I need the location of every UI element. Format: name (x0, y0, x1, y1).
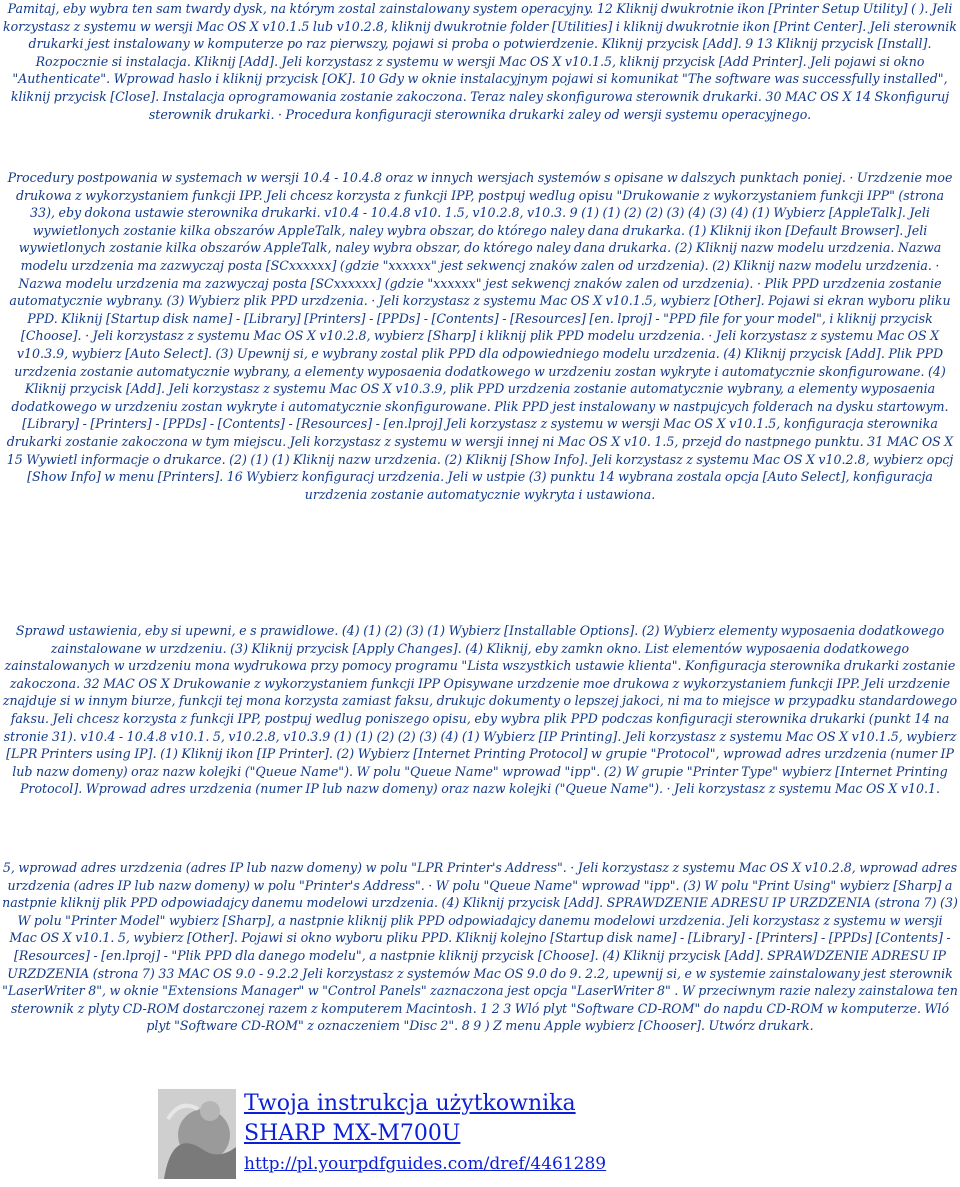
model-link[interactable]: SHARP MX-M700U (244, 1121, 461, 1146)
footer-links (244, 1089, 606, 1177)
paragraph-4: 5, wprowad adres urzdzenia (adres IP lub nazw domeny) w polu "LPR Printer's Address". · Jeli korzystasz z systemu Mac OS X v10.2.8, wprowad adres urzdzenia (adres IP lub nazw domeny) w polu "Printer's Address". · W polu "Queue Name" wprowad "ipp". (3) W polu "Print Using" wybierz [Sharp] a nastpnie kliknij plik PPD odpowiadajcy danemu modelowi urzdzenia. (4) Kliknij przycisk [Add]. SPRAWDZENIE ADRESU IP URZDZENIA (strona 7) (3) W polu "Printer Model" wybierz [Sharp], a nastpnie kliknij plik PPD odpowiadajcy danemu modelowi urzdzenia. Jeli korzystasz z systemu w wersji Mac OS X v10.1. 5, wybierz [Other]. Pojawi si okno wyboru pliku PPD. Kliknij kolejno [Startup disk name] - [Library] - [Printers] - [PPDs] [Contents] - [Resources] - [en.lproj] - "Plik PPD dla danego modelu", a nastpnie kliknij przycisk [Choose]. (4) Kliknij przycisk [Add]. SPRAWDZENIE ADRESU IP URZDZENIA (strona 7) 33 MAC OS 9.0 - 9.2.2 Jeli korzystasz z systemów Mac OS 9.0 do 9. 2.2, upewnij si, e w systemie zainstalowany jest sterownik "LaserWriter 8", w oknie "Extensions Manager" w "Control Panels" zaznaczona jest opcja "LaserWriter 8" . W przeciwnym razie nalezy zainstalowa ten sterownik z plyty CD-ROM dostarczonej razem z komputerem Macintosh. 1 2 3 Wló plyt "Software CD-ROM" do napdu CD-ROM w komputerze. Wló plyt "Software CD-ROM" z oznaczeniem "Disc 2". 8 9 ) Z menu Apple wybierz [Chooser]. Utwórz drukark. (2, 860, 958, 1034)
paragraph-2: Procedury postpowania w systemach w wersji 10.4 - 10.4.8 oraz w innych wersjach systemów s opisane w dalszych punktach poniej. · Urzdzenie moe drukowa z wykorzystaniem funkcji IPP. Jeli chcesz korzysta z funkcji IPP, postpuj wedlug opisu "Drukowanie z wykorzystaniem funkcji IPP" (strona 33), eby dokona ustawie sterownika drukarki. v10.4 - 10.4.8 v10. 1.5, v10.2.8, v10.3. 9 (1) (1) (2) (2) (3) (4) (3) (4) (1) Wybierz [AppleTalk]. Jeli wywietlonych zostanie kilka obszarów AppleTalk, naley wybra obszar, do którego naley dana drukarka. (1) Kliknij ikon [Default Browser]. Jeli wywietlonych zostanie kilka obszarów AppleTalk, naley wybra obszar, do którego naley dana drukarka. (2) Kliknij nazw modelu urzdzenia. Nazwa modelu urzdzenia ma zazwyczaj posta [SCxxxxxx] (gdzie "xxxxxx" jest sekwencj znaków zalen od urzdzenia). (2) Kliknij nazw modelu urzdzenia. · Nazwa modelu urzdzenia ma zazwyczaj posta [SCxxxxxx] (gdzie "xxxxxx" jest sekwencj znaków zalen od urzdzenia). · Plik PPD urzdzenia zostanie automatycznie wybrany. (3) Wybierz plik PPD urzdzenia. · Jeli korzystasz z systemu Mac OS X v10.1.5, wybierz [Other]. Pojawi si ekran wyboru pliku PPD. Kliknij [Startup disk name] - [Library] [Printers] - [PPDs] - [Contents] - [Resources] [en. lproj] - "PPD file for your model", i kliknij przycisk [Choose]. · Jeli korzystasz z systemu Mac OS X v10.2.8, wybierz [Sharp] i kliknij plik PPD modelu urzdzenia. · Jeli korzystasz z systemu Mac OS X v10.3.9, wybierz [Auto Select]. (3) Upewnij si, e wybrany zostal plik PPD dla odpowiedniego modelu urzdzenia. (4) Kliknij przycisk [Add]. Plik PPD urzdzenia zostanie automatycznie wybrany, a elementy wyposaenia dodatkowego w urzdzeniu zostan wykryte i automatycznie skonfigurowane. (4) Kliknij przycisk [Add]. Jeli korzystasz z systemu Mac OS X v10.3.9, plik PPD urzdzenia zostanie automatycznie wybrany, a elementy wyposaenia dodatkowego w urzdzeniu zostan wykryte i automatycznie skonfigurowane. Plik PPD jest instalowany w nastpujcych folderach na dysku startowym. [Library] - [Printers] - [PPDs] - [Contents] - [Resources] - [en.lproj] Jeli korzystasz z systemu w wersji Mac OS X v10.1.5, konfiguracja sterownika drukarki zostanie zakoczona w tym miejscu. Jeli korzystasz z systemu w wersji innej ni Mac OS X v10. 1.5, przejd do nastpnego punktu. 31 MAC OS X 15 Wywietl informacje o drukarce. (2) (1) (1) Kliknij nazw urzdzenia. (2) Kliknij [Show Info]. Jeli korzystasz z systemu Mac OS X v10.2.8, wybierz opcj [Show Info] w menu [Printers]. 16 Wybierz konfiguracj urzdzenia. Jeli w ustpie (3) punktu 14 wybrana zostala opcja [Auto Select], konfiguracja urzdzenia zostanie automatycznie wykryta i ustawiona. (6, 170, 954, 502)
paragraph-1: Pamitaj, eby wybra ten sam twardy dysk, na którym zostal zainstalowany system operacyjny. 12 Kliknij dwukrotnie ikon [Printer Setup Utility] ( ). Jeli korzystasz z systemu w wersji Mac OS X v10.1.5 lub v10.2.8, kliknij dwukrotnie folder [Utilities] i kliknij dwukrotnie ikon [Print Center]. Jeli sterownik drukarki jest instalowany w komputerze po raz pierwszy, pojawi si proba o potwierdzenie. Kliknij przycisk [Add]. 9 13 Kliknij przycisk [Install]. Rozpocznie si instalacja. Kliknij [Add]. Jeli korzystasz z systemu w wersji Mac OS X v10.1.5, kliknij przycisk [Add Printer]. Jeli pojawi si okno "Authenticate". Wprowad haslo i kliknij przycisk [OK]. 10 Gdy w oknie instalacyjnym pojawi si komunikat "The software was successfully installed", kliknij przycisk [Close]. Instalacja oprogramowania zostanie zakoczona. Teraz naley skonfigurowa sterownik drukarki. 30 MAC OS X 14 Skonfiguruj sterownik drukarki. · Procedura konfiguracji sterownika drukarki zaley od wersji systemu operacyjnego. (3, 1, 957, 122)
manual-title-link[interactable]: Twoja instrukcja użytkownika (244, 1091, 576, 1116)
manual-thumbnail-icon (158, 1089, 236, 1179)
paragraph-3: Sprawd ustawienia, eby si upewni, e s prawidlowe. (4) (1) (2) (3) (1) Wybierz [Installable Options]. (2) Wybierz elementy wyposaenia dodatkowego zainstalowane w urzdzeniu. (3) Kliknij przycisk [Apply Changes]. (4) Kliknij, eby zamkn okno. List elementów wyposaenia dodatkowego zainstalowanych w urzdzeniu mona wydrukowa przy pomocy programu "Lista wszystkich ustawie klienta". Konfiguracja sterownika drukarki zostanie zakoczona. 32 MAC OS X Drukowanie z wykorzystaniem funkcji IPP Opisywane urzdzenie moe drukowa z wykorzystaniem funkcji IPP. Jeli urzdzenie znajduje si w innym biurze, funkcji tej mona korzysta zamiast faksu, drukujc dokumenty o lepszej jakoci, ni ma to miejsce w przypadku standardowego faksu. Jeli chcesz korzysta z funkcji IPP, postpuj wedlug poniszego opisu, eby wybra plik PPD podczas konfiguracji sterownika drukarki (punkt 14 na stronie 31). v10.4 - 10.4.8 v10.1. 5, v10.2.8, v10.3.9 (1) (1) (2) (2) (3) (4) (1) Wybierz [IP Printing]. Jeli korzystasz z systemu Mac OS X v10.1.5, wybierz [LPR Printers using IP]. (1) Kliknij ikon [IP Printer]. (2) Wybierz [Internet Printing Protocol] w grupie "Protocol", wprowad adres urzdzenia (numer IP lub nazw domeny) oraz nazw kolejki ("Queue Name"). W polu "Queue Name" wprowad "ipp". (2) W grupie "Printer Type" wybierz [Internet Printing Protocol]. Wprowad adres urzdzenia (numer IP lub nazw domeny) oraz nazw kolejki ("Queue Name"). · Jeli korzystasz z systemu Mac OS X v10.1. (2, 623, 958, 797)
footer (158, 1089, 918, 1179)
url-link[interactable]: http://pl.yourpdfguides.com/dref/4461289 (244, 1154, 607, 1174)
